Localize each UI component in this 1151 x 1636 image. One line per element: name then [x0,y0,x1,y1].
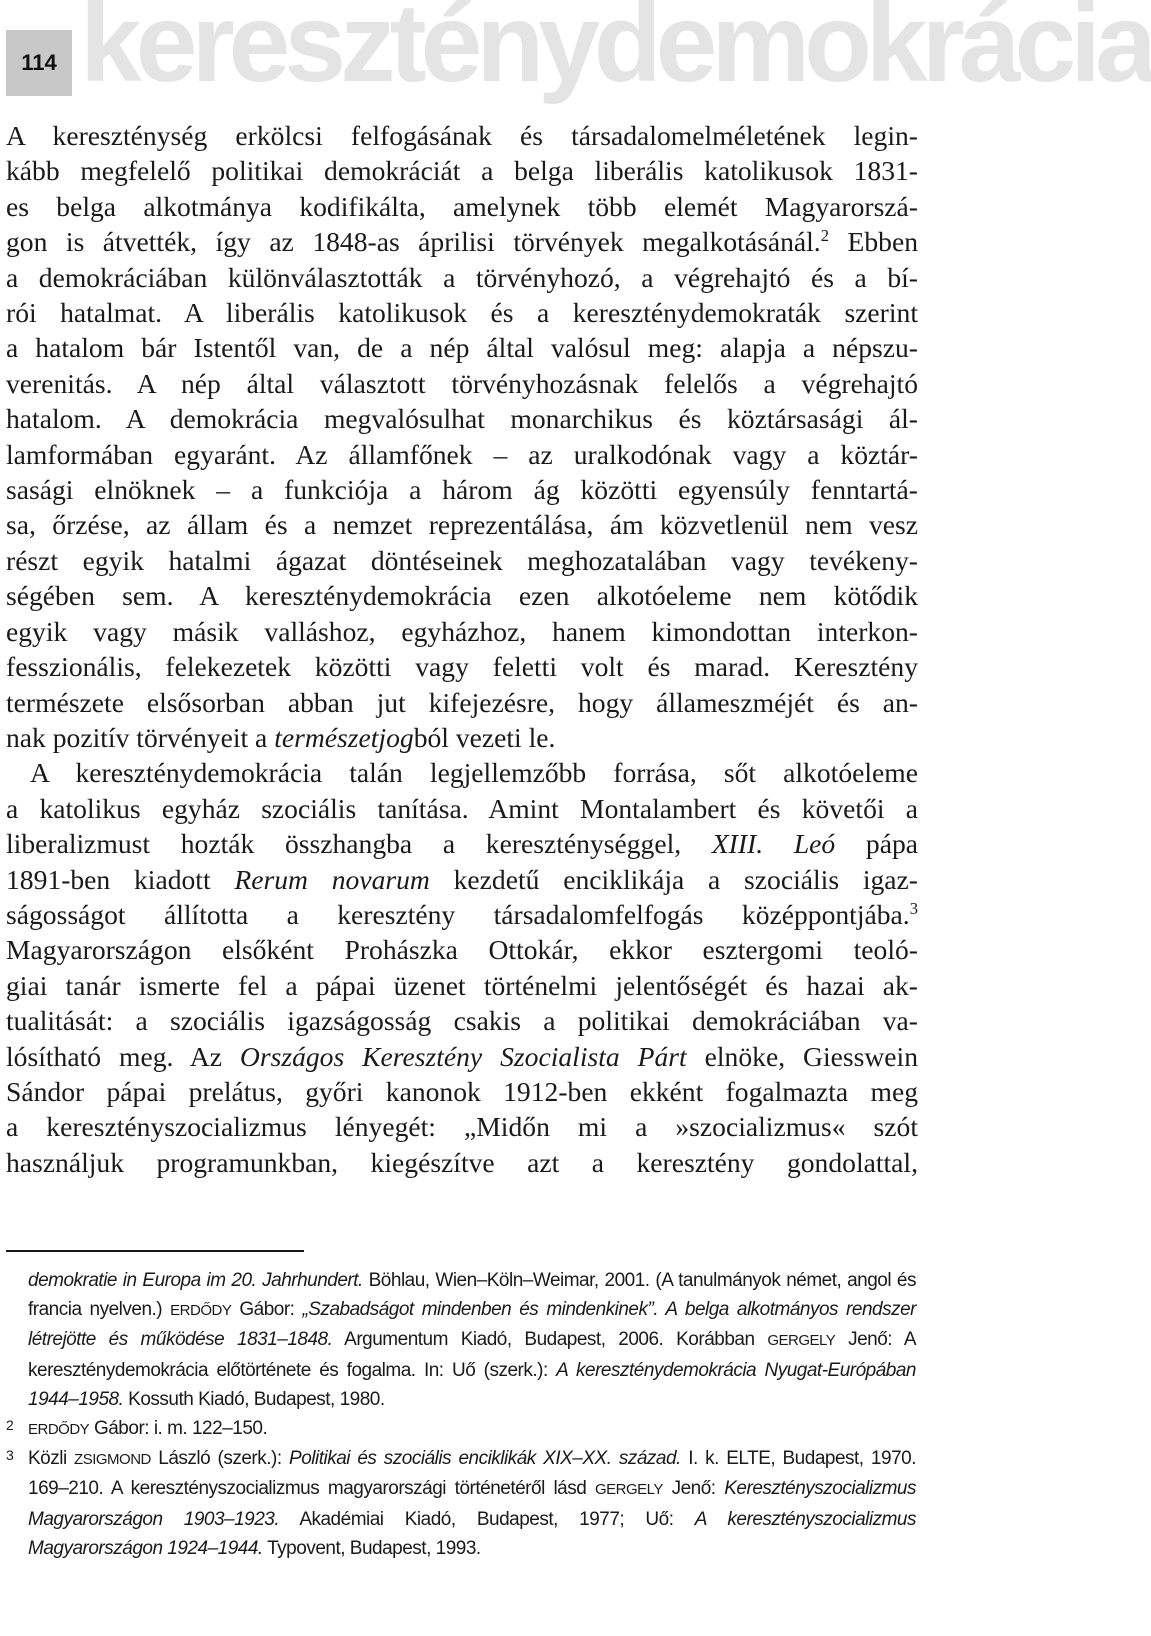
author-smallcaps: GERGELY [767,1332,836,1350]
footnote-ref[interactable]: 3 [909,898,918,918]
italic-party: Országos Keresztény Szocialista Párt [239,1040,687,1072]
footnote-number: 3 [6,1447,14,1464]
italic-name: XIII. Leó [711,828,836,860]
text-line: lamformában egyaránt. Az államfőnek – az uralkodónak vagy a köztár- [6,438,918,470]
text-line: nak pozitív törvényeit a természetjogból vezeti le. [6,721,556,753]
text-line: es belga alkotmánya kodifikálta, amelynek több elemét Magyarorszá- [6,190,918,222]
text-line: tualitását: a szociális igazságosság csakis a politikai demokráciában va- [6,1005,918,1037]
author-smallcaps: ERDŐDY [170,1302,232,1320]
paragraph-2 [6,755,918,1180]
paragraph-1 [6,118,918,755]
text-line: verenitás. A nép által választott törvényhozásnak felelős a végrehajtó [6,367,918,399]
text-line: a demokráciában különválasztották a törvényhozó, a végrehajtó és a bí- [6,261,918,293]
footnote-3: 3 Közli ZSIGMOND László (szerk.): Politikai és szociális enciklikák XIX–XX. század. I. k. ELTE, Budapest, 1970. 169–210. A keresztényszocializmus magyarországi történetéről lásd GERGELY Jenő: Keresztényszocializmus Magyarországon 1903–1923. Akadémiai Kiadó, Budapest, 1977; Uő: A keresztényszocializmus Magyarországon 1924–1944. Typovent, Budapest, 1993. [6,1444,916,1563]
text-line: természete elsősorban abban jut kifejezésre, hogy állameszméjét és an- [6,686,918,718]
footnote-continued: demokratie in Europa im 20. Jahrhundert. Böhlau, Wien–Köln–Weimar, 2001. (A tanulmányok német, angol és francia nyelven.) ERDŐDY Gábor: „Szabadságot mindenben és mindenkinek”. A belga alkotmányos rendszer létrejötte és működése 1831–1848. Argumentum Kiadó, Budapest, 2006. Korábban GERGELY Jenő: A kereszténydemokrácia előtörténete és fogalma. In: Uő (szerk.): A kereszténydemokrácia Nyugat-Európában 1944–1958. Kossuth Kiadó, Budapest, 1980. [28,1270,916,1410]
author-smallcaps: ZSIGMOND [74,1451,151,1469]
page-header [0,0,1151,118]
text-line: A kereszténység erkölcsi felfogásának és társadalomelméletének legin- [6,120,918,151]
text-line: hatalom. A demokrácia megvalósulhat monarchikus és köztársasági ál- [6,403,918,435]
author-smallcaps: GERGELY [595,1481,663,1499]
text-line: gon is átvették, így az 1848-as áprilisi törvények megalkotásánál.$^2$ Ebben [6,226,918,258]
text-line: használjuk programunkban, kiegészítve azt a keresztény gondolattal, [6,1146,918,1178]
text-line: ségében sem. A kereszténydemokrácia ezen alkotóeleme nem kötődik [6,580,918,612]
text-line: részt egyik hatalmi ágazat döntéseinek meghozatalában vagy tevékeny- [6,544,918,576]
footnote-ref[interactable]: 2 [820,226,829,246]
page-number: 114 [6,30,72,96]
footnote-divider [6,1250,304,1252]
text-line: a hatalom bár Istentől van, de a nép által valósul meg: alapja a népszu- [6,332,918,364]
text-line: ságosságot állította a keresztény társadalomfelfogás középpontjába.$^3$ [6,898,918,930]
main-text [6,118,918,1180]
text-line: a katolikus egyház szociális tanítása. Amint Montalambert és követői a [6,792,918,824]
text-line: sa, őrzése, az állam és a nemzet reprezentálása, ám közvetlenül nem vesz [6,509,918,541]
text-line: a keresztényszocializmus lényegét: „Midőn mi a »szocializmus« szót [6,1111,918,1143]
text-line: Sándor pápai prelátus, győri kanonok 1912-ben ekként fogalmazta meg [6,1075,918,1107]
text-line: giai tanár ismerte fel a pápai üzenet történelmi jelentőségét és hazai ak- [6,969,918,1001]
footnote-2: 2 ERDŐDY Gábor: i. m. 122–150. [6,1414,916,1444]
text-line: 1891-ben kiadott Rerum novarum kezdetű enciklikája a szociális igaz- [6,863,918,895]
text-line: Magyarországon elsőként Prohászka Ottokár, ekkor esztergomi teoló- [6,934,918,966]
text-line: fesszionális, felekezetek közötti vagy feletti volt és marad. Keresztény [6,651,918,683]
text-line: egyik vagy másik valláshoz, egyházhoz, hanem kimondottan interkon- [6,615,918,647]
footnote-number: 2 [6,1417,14,1434]
text-line: lósítható meg. Az Országos Keresztény Szocialista Párt elnöke, Giesswein [6,1040,918,1072]
italic-term: természetjog [274,721,414,753]
text-line: sasági elnöknek – a funkciója a három ág közötti egyensúly fenntartá- [6,474,918,506]
running-title: kereszténydemokrácia [80,0,1151,105]
text-line: kább megfelelő politikai demokráciát a belga liberális katolikusok 1831- [6,155,918,187]
text-line: liberalizmust hozták összhangba a kereszténységgel, XIII. Leó pápa [6,828,918,860]
author-smallcaps: ERDŐDY [28,1421,90,1439]
text-line: A kereszténydemokrácia talán legjellemzőbb forrása, sőt alkotóeleme [30,757,918,789]
italic-title: Rerum novarum [234,863,430,895]
footnotes [6,1266,916,1563]
text-line: rói hatalmat. A liberális katolikusok és a kereszténydemokraták szerint [6,297,918,329]
